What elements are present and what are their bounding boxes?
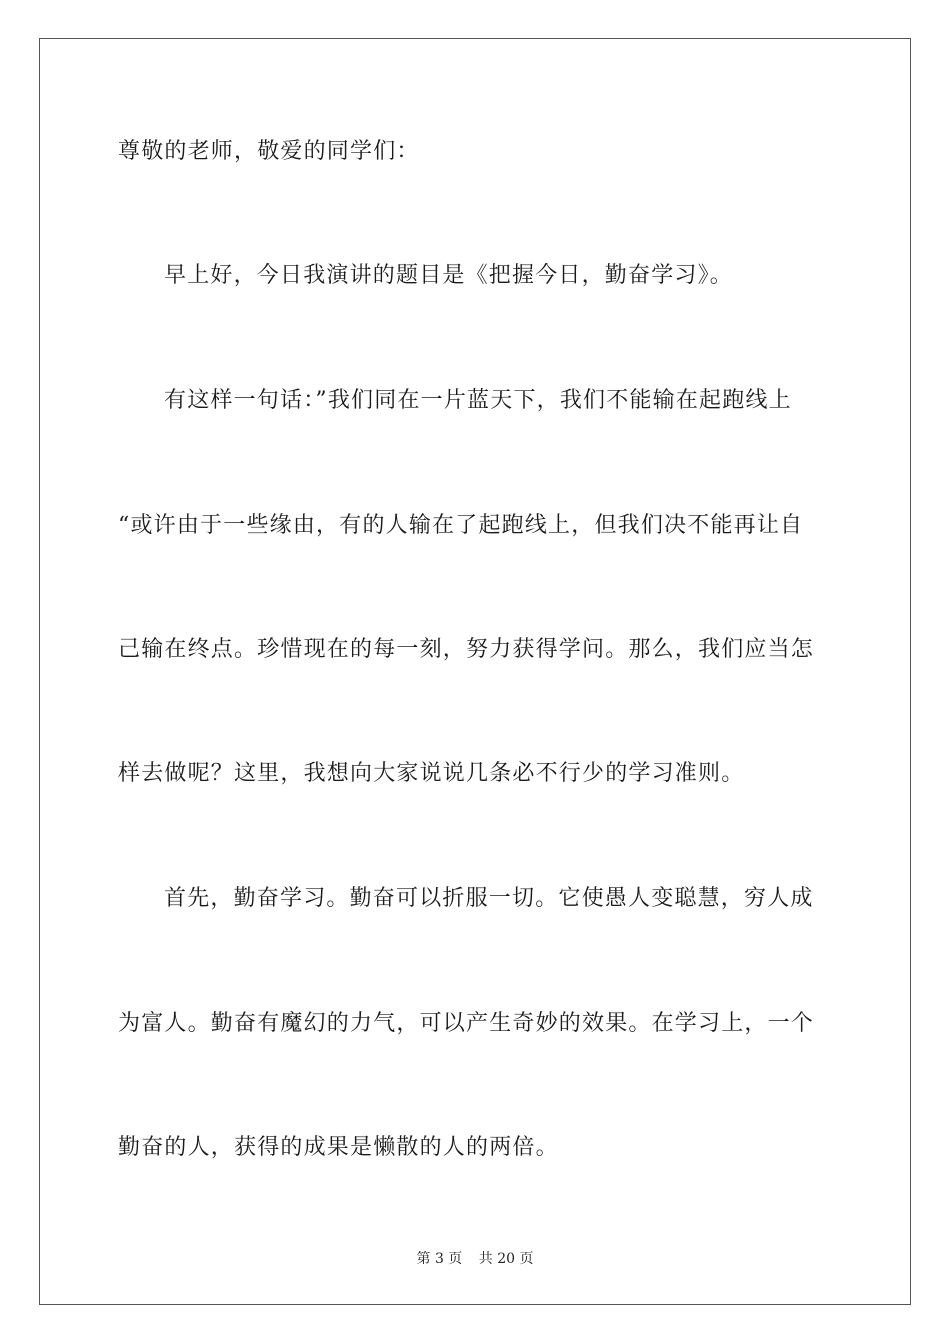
page-border: [39, 38, 911, 1305]
paragraph-line: 己输在终点。珍惜现在的每一刻，努力获得学问。那么，我们应当怎: [118, 637, 815, 662]
page-footer: [0, 1248, 950, 1268]
paragraph-line: 有这样一句话：”我们同在一片蓝天下，我们不能输在起跑线上: [164, 388, 792, 413]
page-total: 共 20 页: [478, 1251, 534, 1267]
paragraph-line: 早上好，今日我演讲的题目是《把握今日，勤奋学习》。: [164, 263, 734, 288]
page-number: 第 3 页: [416, 1251, 463, 1267]
paragraph-line: 样去做呢？这里，我想向大家说说几条必不行少的学习准则。: [118, 761, 745, 786]
paragraph-line: “或许由于一些缘由，有的人输在了起跑线上，但我们决不能再让自: [118, 513, 804, 538]
paragraph-line: 勤奋的人，获得的成果是懒散的人的两倍。: [118, 1135, 559, 1160]
salutation-line: 尊敬的老师，敬爱的同学们：: [118, 139, 420, 164]
paragraph-line: 首先，勤奋学习。勤奋可以折服一切。它使愚人变聪慧，穷人成: [164, 886, 814, 911]
paragraph-line: 为富人。勤奋有魔幻的力气，可以产生奇妙的效果。在学习上，一个: [118, 1011, 815, 1036]
